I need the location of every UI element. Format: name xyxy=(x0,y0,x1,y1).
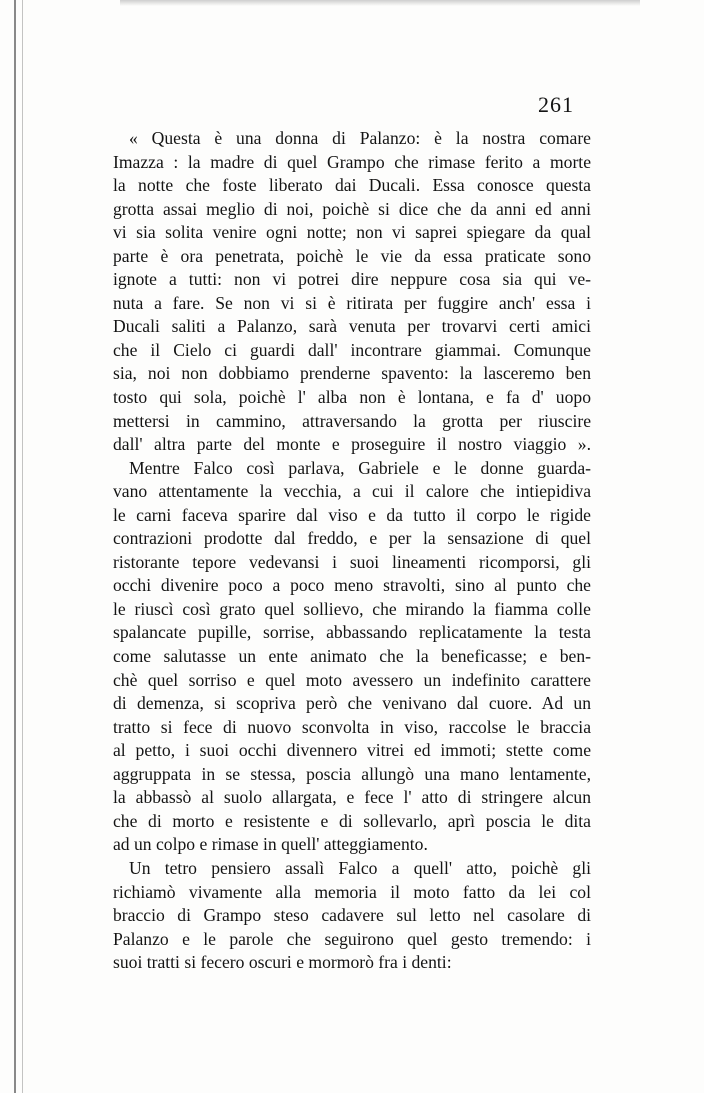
text-line: Imazza : la madre di quel Grampo che rimase ferito a morte xyxy=(113,151,591,172)
text-line: Mentre Falco così parlava, Gabriele e le donne guarda- xyxy=(129,457,591,478)
text-line: suoi tratti si fecero oscuri e mormorò fra i denti: xyxy=(113,952,452,973)
text-line: di demenza, si scopriva però che venivano dal cuore. Ad un xyxy=(113,693,591,714)
text-line: vano attentamente la vecchia, a cui il calore che intiepidiva xyxy=(113,481,591,502)
text-line: Palanzo e le parole che seguirono quel gesto tremendo: i xyxy=(113,928,591,949)
text-line: che di morto e resistente e di sollevarlo, aprì poscia le dita xyxy=(113,810,591,831)
text-line: occhi divenire poco a poco meno stravolti, sino al punto che xyxy=(113,575,591,596)
binding-edge-line xyxy=(14,0,16,1093)
text-line: la notte che foste liberato dai Ducali. Essa conosce questa xyxy=(113,175,591,196)
text-line: Un tetro pensiero assalì Falco a quell' atto, poichè gli xyxy=(129,857,591,878)
text-line: parte è ora penetrata, poichè le vie da essa praticate sono xyxy=(113,245,591,266)
text-line: ignote a tutti: non vi potrei dire neppure cosa sia qui ve- xyxy=(113,269,591,290)
text-line: sia, noi non dobbiamo prenderne spavento: la lasceremo ben xyxy=(113,363,591,384)
top-edge-shadow xyxy=(120,0,640,6)
text-line: ristorante tepore vedevansi i suoi lineamenti ricomporsi, gli xyxy=(113,551,591,572)
page-number: 261 xyxy=(538,92,574,117)
text-line: dall' altra parte del monte e proseguire il nostro viaggio ». xyxy=(113,434,591,455)
text-line: la abbassò al suolo allargata, e fece l' atto di stringere alcun xyxy=(113,787,591,808)
text-line: tosto qui sola, poichè l' alba non è lontana, e fa d' uopo xyxy=(113,387,591,408)
text-line: al petto, i suoi occhi divennero vitrei ed immoti; stette come xyxy=(113,740,591,761)
text-line: aggruppata in se stessa, poscia allungò una mano lentamente, xyxy=(113,763,591,784)
text-line: vi sia solita venire ogni notte; non vi saprei spiegare da qual xyxy=(113,222,591,243)
text-line: che il Cielo ci guardi dall' incontrare giammai. Comunque xyxy=(113,339,591,360)
text-line: le riuscì così grato quel sollievo, che mirando la fiamma colle xyxy=(113,598,591,619)
text-line: ad un colpo e rimase in quell' atteggiamento. xyxy=(113,834,428,855)
text-line: grotta assai meglio di noi, poichè si dice che da anni ed anni xyxy=(113,198,591,219)
text-line: nuta a fare. Se non vi si è ritirata per fuggire anch' essa i xyxy=(113,292,591,313)
text-line: chè quel sorriso e quel moto avessero un indefinito carattere xyxy=(113,669,591,690)
text-line: braccio di Grampo steso cadavere sul letto nel casolare di xyxy=(113,905,591,926)
text-line: spalancate pupille, sorrise, abbassando replicatamente la testa xyxy=(113,622,591,643)
text-line: contrazioni prodotte dal freddo, e per la sensazione di quel xyxy=(113,528,591,549)
text-line: Ducali saliti a Palanzo, sarà venuta per trovarvi certi amici xyxy=(113,316,591,337)
text-line: tratto si fece di nuovo sconvolta in viso, raccolse le braccia xyxy=(113,716,591,737)
text-line: le carni faceva sparire dal viso e da tutto il corpo le rigide xyxy=(113,504,591,525)
text-line: come salutasse un ente animato che la beneficasse; e ben- xyxy=(113,646,591,667)
text-line: richiamò vivamente alla memoria il moto fatto da lei col xyxy=(113,881,591,902)
body-text xyxy=(113,127,591,975)
text-line: « Questa è una donna di Palanzo: è la nostra comare xyxy=(129,128,591,148)
text-line: mettersi in cammino, attraversando la grotta per riuscire xyxy=(113,410,591,431)
binding-edge-line-secondary xyxy=(22,0,23,1093)
